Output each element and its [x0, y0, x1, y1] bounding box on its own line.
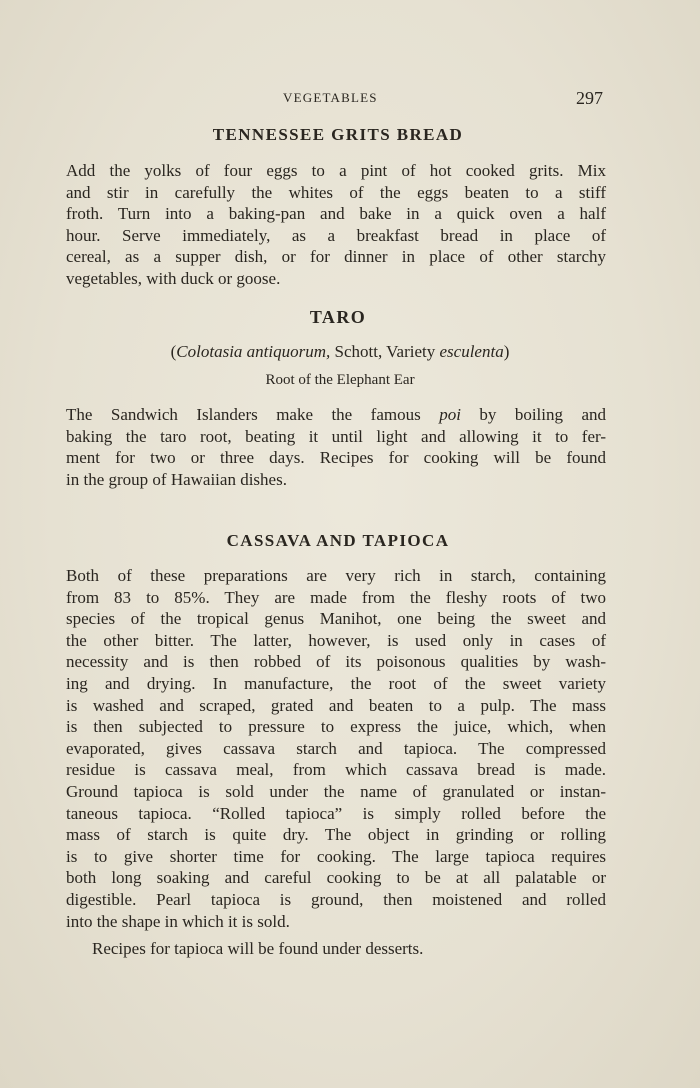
- running-title: VEGETABLES: [283, 90, 378, 105]
- taro-common-name: Root of the Elephant Ear: [265, 372, 415, 388]
- running-head: [0, 88, 700, 110]
- text-line: the other bitter. The latter, however, is used only in cases of: [66, 630, 606, 650]
- section-heading-taro: TARO: [309, 307, 367, 327]
- text-line: Recipes for tapioca will be found under desserts.: [92, 939, 424, 958]
- text-line: species of the tropical genus Manihot, one being the sweet and: [66, 609, 606, 629]
- text-line: Add the yolks of four eggs to a pint of hot cooked grits. Mix: [66, 161, 606, 180]
- subtitle-part: Colotasia antiquorum,: [176, 342, 331, 361]
- text-line: evaporated, gives cassava starch and tapioca. The compressed: [66, 738, 606, 758]
- text-fragment: The Sandwich Islanders make the famous: [66, 405, 440, 424]
- closing-note: [92, 938, 532, 960]
- paragraph-cassava-tapioca: [66, 565, 606, 932]
- text-line: residue is cassava meal, from which cassava bread is made.: [66, 760, 606, 780]
- page-number: 297: [576, 88, 603, 108]
- text-line: Ground tapioca is sold under the name of granulated or instan-: [66, 781, 606, 801]
- section-heading-cassava-tapioca: CASSAVA AND TAPIOCA: [226, 531, 450, 550]
- text-line: ing and drying. In manufacture, the root of the sweet variety: [66, 673, 606, 693]
- text-line: ment for two or three days. Recipes for cooking will be found: [66, 448, 606, 468]
- text-line: hour. Serve immediately, as a breakfast bread in place of: [66, 225, 606, 245]
- text-line: taneous tapioca. “Rolled tapioca” is simply rolled before the: [66, 803, 606, 823]
- taro-botanical-name: [0, 342, 680, 362]
- text-fragment: by boiling and: [460, 405, 606, 424]
- text-fragment: poi: [439, 405, 461, 424]
- subtitle-part: esculenta: [439, 342, 504, 361]
- subtitle-part: ): [503, 342, 510, 361]
- subtitle-part: (: [170, 342, 177, 361]
- text-line: and stir in carefully the whites of the eggs beaten to a stiff: [66, 182, 606, 202]
- text-line: from 83 to 85%. They are made from the fleshy roots of two: [66, 587, 606, 607]
- text-line: cereal, as a supper dish, or for dinner in place of other starchy: [66, 247, 606, 267]
- text-line: baking the taro root, beating it until light and allowing it to fer-: [66, 426, 606, 446]
- text-line: mass of starch is quite dry. The object in grinding or rolling: [66, 825, 606, 845]
- text-line: digestible. Pearl tapioca is ground, then moistened and rolled: [66, 889, 606, 909]
- text-line: froth. Turn into a baking-pan and bake in a quick oven a half: [66, 204, 606, 224]
- text-line: necessity and is then robbed of its poisonous qualities by wash-: [66, 652, 606, 672]
- text-line: is washed and scraped, grated and beaten to a pulp. The mass: [66, 695, 606, 715]
- paragraph-taro: [66, 404, 606, 490]
- subtitle-part: Schott, Variety: [330, 342, 440, 361]
- text-line: is then subjected to pressure to express the juice, which, when: [66, 717, 606, 737]
- paragraph-grits-bread: [66, 160, 606, 290]
- text-line: [66, 404, 606, 426]
- text-line: into the shape in which it is sold.: [66, 911, 290, 931]
- text-line: is to give shorter time for cooking. The large tapioca requires: [66, 846, 606, 866]
- section-heading-grits-bread: TENNESSEE GRITS BREAD: [212, 125, 464, 144]
- text-line: vegetables, with duck or goose.: [66, 268, 281, 288]
- text-line: in the group of Hawaiian dishes.: [66, 469, 287, 489]
- text-line: both long soaking and careful cooking to be at all palatable or: [66, 868, 606, 888]
- text-line: Both of these preparations are very rich in starch, containing: [66, 566, 606, 585]
